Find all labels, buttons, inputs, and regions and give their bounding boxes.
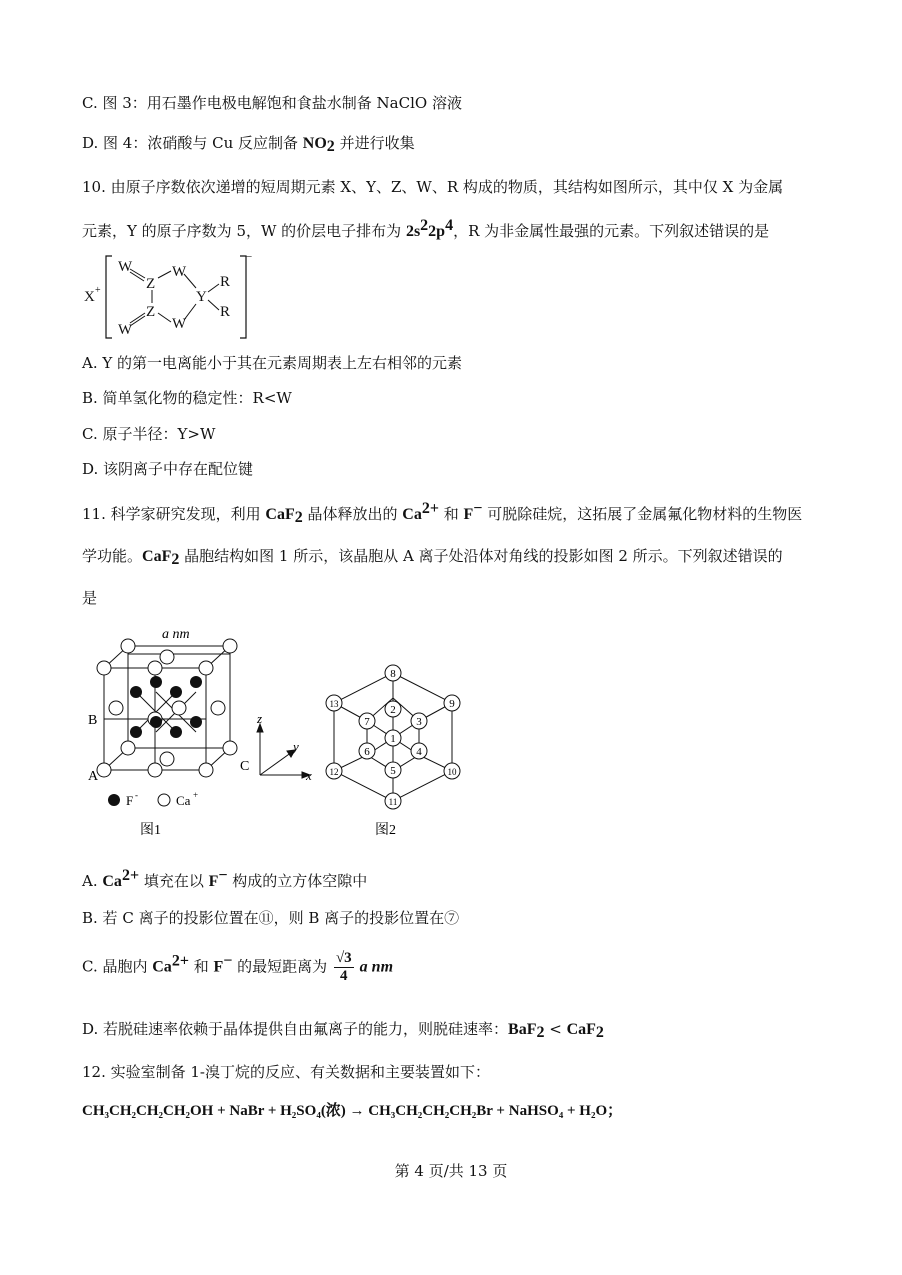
cation-label: X (84, 289, 95, 305)
anion-charge: − (246, 251, 253, 263)
node-1: 1 (390, 733, 396, 745)
figure-1-unit-cell (80, 620, 320, 845)
node-4: 4 (416, 746, 422, 758)
q10-option-d: D. 该阴离子中存在配位键 (82, 460, 254, 478)
f-ions (130, 676, 202, 738)
ca-ions (97, 639, 237, 777)
q9-option-d: D. 图 4：浓硝酸与 Cu 反应制备 $NO_2$ 并进行收集 (82, 134, 415, 155)
q11-option-a: A. $Ca^{2+}$ 填充在以 F− 构成的立方体空隙中 (82, 867, 368, 890)
q11-stem-line1: 11. 科学家研究发现，利用 CaF$_2$ 晶体释放出的 $Ca^{2+}$ 和 F− 可脱除硅烷，这拓展了金属氟化物材料的生物医 (82, 500, 803, 526)
svg-text:+: + (193, 790, 199, 800)
atom-y: Y (196, 289, 207, 305)
atom-r-upper: R (220, 274, 231, 290)
atom-r-lower: R (220, 304, 231, 320)
node-7: 7 (364, 716, 370, 728)
q10-option-a: A. Y 的第一电离能小于其在元素周期表上左右相邻的元素 (82, 354, 463, 372)
q10-option-c: C. 原子半径：Y>W (82, 425, 216, 443)
atom-w-top: W (118, 259, 133, 275)
node-11: 11 (388, 797, 398, 807)
legend-f-marker (108, 794, 120, 806)
atom-w-ring-top: W (172, 264, 187, 280)
axes (257, 724, 310, 778)
axis-z: z (257, 711, 263, 726)
node-10: 10 (447, 767, 457, 777)
node-8: 8 (390, 668, 396, 680)
node-3: 3 (416, 716, 422, 728)
node-2: 2 (390, 704, 396, 716)
q10-option-b: B. 简单氢化物的稳定性：R<W (82, 389, 292, 407)
distance-fraction: $\frac{√3}{4}$ (335, 950, 352, 984)
legend-ca: Ca (176, 793, 191, 808)
q9-option-c: C. 图 3：用石墨作电极电解饱和食盐水制备 NaClO 溶液 (82, 94, 462, 112)
svg-text:-: - (135, 790, 138, 800)
node-5: 5 (390, 765, 396, 777)
node-12: 12 (329, 767, 339, 777)
q11-option-c: C. 晶胞内 $Ca^{2+}$ 和 F− 的最短距离为 $\frac{√3}{4}$ a nm (82, 950, 394, 984)
label-a: A (88, 769, 99, 784)
q11-option-d: D. 若脱硅速率依赖于晶体提供自由氟离子的能力，则脱硅速率：BaF$_2$ < CaF$_2$ (82, 1020, 604, 1041)
label-b: B (88, 713, 98, 728)
q11-option-b: B. 若 C 离子的投影位置在⑪，则 B 离子的投影位置在⑦ (82, 909, 460, 927)
axis-x: x (306, 768, 312, 783)
q12-stem: 12. 实验室制备 1-溴丁烷的反应、有关数据和主要装置如下： (82, 1063, 491, 1081)
q11-stem-line2: 学功能。CaF$_2$ 晶胞结构如图 1 所示，该晶胞从 A 离子处沿体对角线的投影如图 2 所示。下列叙述错误的 (82, 547, 783, 568)
node-9: 9 (449, 698, 455, 710)
legend-ca-marker (158, 794, 170, 806)
figure-2-caption: 图2 (375, 823, 396, 838)
atom-z-top: Z (146, 276, 156, 292)
axis-y: y (293, 739, 299, 754)
atom-z-bottom: Z (146, 304, 156, 320)
node-6: 6 (364, 746, 370, 758)
atom-w-bottom: W (118, 322, 133, 338)
q12-equation: CH₃CH₂CH₂CH₂OH + NaBr + H₂SO₄(浓) → CH₃CH₂CH₂CH₂Br + NaHSO₄ + H₂O； (82, 1103, 623, 1119)
legend-f: F (126, 793, 134, 808)
figure-1-caption: 图1 (140, 823, 161, 838)
dimension-label: a nm (162, 627, 190, 642)
label-c: C (240, 759, 250, 774)
node-13: 13 (329, 699, 339, 709)
atom-w-ring-bottom: W (172, 316, 187, 332)
right-bracket (240, 256, 246, 338)
cation-charge: + (95, 285, 101, 296)
left-bracket (106, 256, 112, 338)
q11-stem-line3: 是 (82, 589, 98, 607)
q10-stem-line2: 元素，Y 的原子序数为 5，W 的价层电子排布为 $2s^22p^4$，R 为非金属性最强的元素。下列叙述错误的是 (82, 217, 770, 240)
q10-stem-line1: 10. 由原子序数依次递增的短周期元素 X、Y、Z、W、R 构成的物质，其结构如图所示，其中仅 X 为金属 (82, 178, 784, 196)
figure-2-projection (318, 658, 468, 845)
q10-structure-diagram (78, 248, 258, 344)
page-footer: 第 4 页/共 13 页 (394, 1162, 508, 1180)
